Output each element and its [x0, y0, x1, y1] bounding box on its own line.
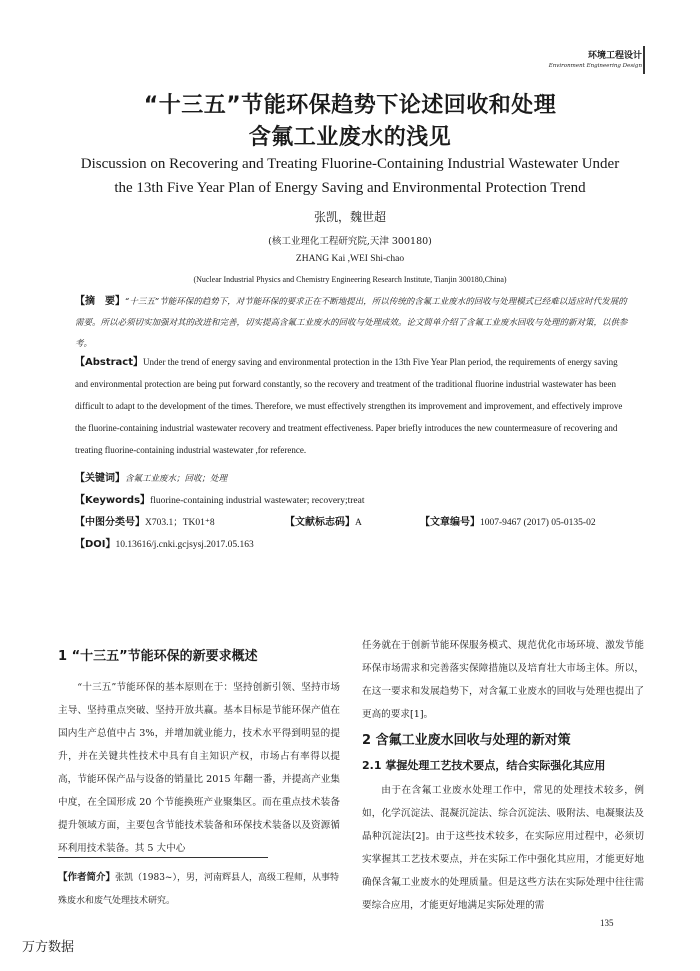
clc-label: 【中图分类号】	[75, 517, 145, 528]
keywords-cn-text: 含氟工业废水；回收；处理	[125, 474, 228, 484]
section1-heading: 1 “十三五”节能环保的新要求概述	[58, 649, 258, 664]
page-number: 135	[600, 918, 614, 928]
footnote-rule	[58, 857, 268, 858]
abstract-en-label: 【Abstract】	[75, 357, 144, 368]
section1-paragraph-cont: 任务就在于创新节能环保服务模式、规范优化市场环境、激发节能环保市场需求和完善落实保障措施以及培育壮大市场主体。所以，在这一要求和发展趋势下，对含氟工业废水的回收与处理也提出了更高的要求[1]。	[362, 640, 644, 720]
doi-row	[75, 535, 630, 550]
abstract-en	[75, 352, 630, 462]
article-number	[420, 513, 596, 528]
section1-paragraph: “十三五”节能环保的基本原则在于：坚持创新引领、坚持市场主导、坚持重点突破、坚持开放共赢。基本目标是节能环保产值在国内生产总值中占 3%，并增加就业能力，技术水平得到明显的提升，并在关键共性技术中具有自主知识产权，市场占有率得以提高，节能环保产品与设备的销量比 2015 年翻一番，并提高产业集中度，在全国形成 20 个节能换班产业聚集区。而在重点技术装备提升领域方面，主要包含节能技术装备和环保技术装备以及资源循环利用技术装备。其 5 大中心	[58, 682, 340, 854]
keywords-en-label: 【Keywords】	[75, 495, 151, 506]
running-header	[549, 48, 642, 69]
title-cn-line2: 含氟工业废水的浅见	[248, 125, 452, 150]
title-en-line2: the 13th Five Year Plan of Energy Saving and Environmental Protection Trend	[114, 180, 586, 196]
header-rule	[643, 46, 645, 74]
journal-name-en: Environment Engineering Design	[548, 63, 642, 69]
title-en-line1: Discussion on Recovering and Treating Fluorine-Containing Industrial Wastewater Under	[80, 156, 620, 172]
article-value: 1007-9467 (2017) 05-0135-02	[480, 518, 596, 528]
section2-1-heading: 2.1 掌握处理工艺技术要点，结合实际强化其应用	[362, 759, 606, 772]
footnote-label: 【作者简介】	[58, 872, 116, 883]
abstract-cn-label: 【摘 要】	[75, 296, 125, 307]
clc-value: X703.1；TK01⁺8	[145, 518, 215, 528]
affiliation-cn: (核工业理化工程研究院,天津 300180)	[268, 236, 432, 247]
left-column	[58, 645, 340, 860]
doi-label: 【DOI】	[75, 539, 116, 550]
authors-cn: 张凯，魏世超	[313, 210, 386, 224]
abstract-en-text: Under the trend of energy saving and environmental protection in the 13th Five Year Plan period, the requirements of energy saving and environmental protection are being put forward constantly, so the recovery and treatment of the traditional fluorine industrial wastewater has been difficult to adapt to the development of the times. Therefore, we must effectively strengthen its improvement and improvement, and effectively improve the fluorine-containing industrial wastewater recovery and treatment effectiveness. Paper briefly introduces the new countermeasure of recovering and treating fluorine-containing industrial wastewater ,for reference.	[75, 357, 623, 455]
right-column	[362, 634, 644, 917]
doc-value: A	[355, 518, 362, 528]
footnote-text: 张凯（1983~），男，河南辉县人，高级工程师，从事特殊废水和废气处理技术研究。	[58, 873, 339, 906]
keywords-en-text: fluorine-containing industrial wastewater; recovery;treat	[150, 496, 365, 506]
author-footnote	[58, 866, 340, 913]
doi-value: 10.13616/j.cnki.gcjsysj.2017.05.163	[115, 540, 254, 550]
doc-code	[285, 513, 362, 528]
article-label: 【文章编号】	[420, 517, 480, 528]
section2-1-paragraph: 由于在含氟工业废水处理工作中，常见的处理技术较多，例如，化学沉淀法、混凝沉淀法、综合沉淀法、吸附法、电凝聚法及晶种沉淀法[2]。由于这些技术较多，在实际应用过程中，必须切实掌握其工艺技术要点，并在实际工作中强化其应用，才能更好地确保含氟工业废水的处理质量。但是这些方法在实际处理中往往需要综合应用，才能更好地满足实际处理的需	[362, 785, 644, 911]
watermark-text: 万方数据	[22, 940, 75, 955]
title-cn-line1: “十三五”节能环保趋势下论述回收和处理	[143, 93, 557, 118]
keywords-en	[75, 491, 630, 506]
section2-heading: 2 含氟工业废水回收与处理的新对策	[362, 733, 571, 748]
authors-en: ZHANG Kai ,WEI Shi-chao	[295, 254, 405, 264]
keywords-cn	[75, 469, 630, 484]
abstract-cn-text: “十三五”节能环保的趋势下，对节能环保的要求正在不断地提出，所以传统的含氟工业废水的回收与处理模式已经难以适应时代发展的需要。所以必须切实加强对其的改进和完善，切实提高含氟工业废水的回收与处理成效。论文简单介绍了含氟工业废水回收与处理的新对策，以供参考。	[75, 297, 628, 349]
keywords-cn-label: 【关键词】	[75, 473, 125, 484]
abstract-cn	[75, 291, 630, 355]
affiliation-en: (Nuclear Industrial Physics and Chemistry Engineering Research Institute, Tianjin 300180,China)	[193, 275, 507, 284]
doc-label: 【文献标志码】	[285, 517, 355, 528]
journal-name-cn: 环境工程设计	[587, 51, 642, 61]
